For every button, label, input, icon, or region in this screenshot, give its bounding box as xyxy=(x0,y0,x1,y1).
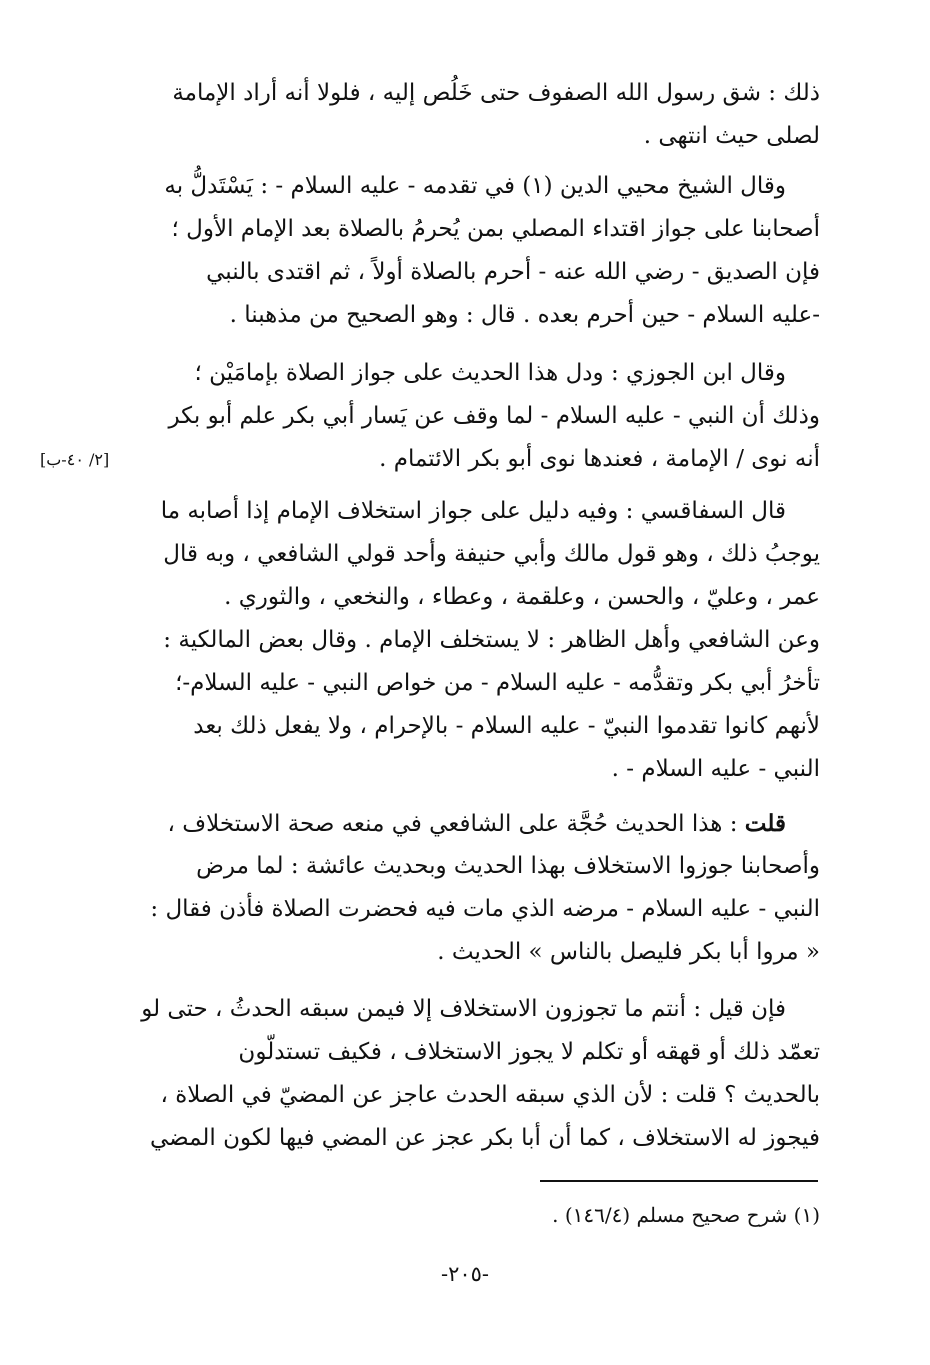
text-line: وقال الشيخ محيي الدين (١) في تقدمه - عليه السلام - : يَسْتَدلُّ به xyxy=(164,173,786,199)
text-line: فإن قيل : أنتم ما تجوزون الاستخلاف إلا فيمن سبقه الحدثُ ، حتى لو xyxy=(141,996,786,1022)
paragraph-4 xyxy=(140,490,820,791)
text-line: أصحابنا على جواز اقتداء المصلي بمن يُحرمُ بالصلاة بعد الإمام الأول ؛ xyxy=(171,216,820,242)
text-line: لأنهم كانوا تقدموا النبيّ - عليه السلام - بالإحرام ، ولا يفعل ذلك بعد xyxy=(193,713,820,739)
paragraph-5 xyxy=(140,802,820,974)
paragraph-1 xyxy=(140,72,820,158)
lead-word: قلت xyxy=(744,810,786,837)
text-line: تأخرُ أبي بكر وتقدُّمه - عليه السلام - من خواص النبي - عليه السلام-؛ xyxy=(175,670,820,696)
footnote-divider xyxy=(540,1180,818,1182)
paragraph-3 xyxy=(140,352,820,481)
text-line: « مروا أبا بكر فليصل بالناس » الحديث . xyxy=(437,939,820,965)
text-line: أنه نوى / الإمامة ، فعندها نوى أبو بكر الائتمام . xyxy=(379,446,820,472)
text-line: -عليه السلام - حين أحرم بعده . قال : وهو الصحيح من مذهبنا . xyxy=(229,302,820,328)
page-number: -٢٠٥- xyxy=(440,1262,490,1286)
text-line: وذلك أن النبي - عليه السلام - لما وقف عن يَسار أبي بكر علم أبو بكر xyxy=(168,403,820,429)
text-line: النبي - عليه السلام - . xyxy=(611,756,820,782)
text-line: عمر ، وعليّ ، والحسن ، وعلقمة ، وعطاء ، والنخعي ، والثوري . xyxy=(224,584,820,610)
text-line: وعن الشافعي وأهل الظاهر : لا يستخلف الإمام . وقال بعض المالكية : xyxy=(163,627,820,653)
text-line: النبي - عليه السلام - مرضه الذي مات فيه فحضرت الصلاة فأذن فقال : xyxy=(150,896,820,922)
text-line: بالحديث ؟ قلت : لأن الذي سبقه الحدث عاجز عن المضيّ في الصلاة ، xyxy=(160,1082,820,1108)
text-line: تعمّد ذلك أو قهقه أو تكلم لا يجوز الاستخلاف ، فكيف تستدلّون xyxy=(238,1039,820,1065)
text-line: ذلك : شق رسول الله الصفوف حتى خَلُص إليه ، فلولا أنه أراد الإمامة xyxy=(172,80,820,106)
manuscript-folio-reference: [٢/ ٤٠-ب] xyxy=(40,450,110,469)
text-line: وأصحابنا جوزوا الاستخلاف بهذا الحديث وبحديث عائشة : لما مرض xyxy=(196,853,820,879)
text-span: : هذا الحديث حُجَّة على الشافعي في منعه صحة الاستخلاف ، xyxy=(167,811,745,837)
text-line: وقال ابن الجوزي : ودل هذا الحديث على جواز الصلاة بإمامَيْن ؛ xyxy=(194,360,786,386)
text-line: يوجبُ ذلك ، وهو قول مالك وأبي حنيفة وأحد قولي الشافعي ، وبه قال xyxy=(163,541,820,567)
text-line: فإن الصديق - رضي الله عنه - أحرم بالصلاة أولاً ، ثم اقتدى بالنبي xyxy=(206,259,820,285)
text-line xyxy=(140,802,820,845)
paragraph-6 xyxy=(140,988,820,1160)
footnote: (١) شرح صحيح مسلم (١٤٦/٤) . xyxy=(552,1203,820,1227)
text-line: فيجوز له الاستخلاف ، كما أن أبا بكر عجز عن المضي فيها لكون المضي xyxy=(150,1125,820,1151)
text-line: قال السفاقسي : وفيه دليل على جواز استخلاف الإمام إذا أصابه ما xyxy=(160,498,786,524)
text-line: لصلى حيث انتهى . xyxy=(643,123,820,149)
paragraph-2 xyxy=(140,165,820,337)
